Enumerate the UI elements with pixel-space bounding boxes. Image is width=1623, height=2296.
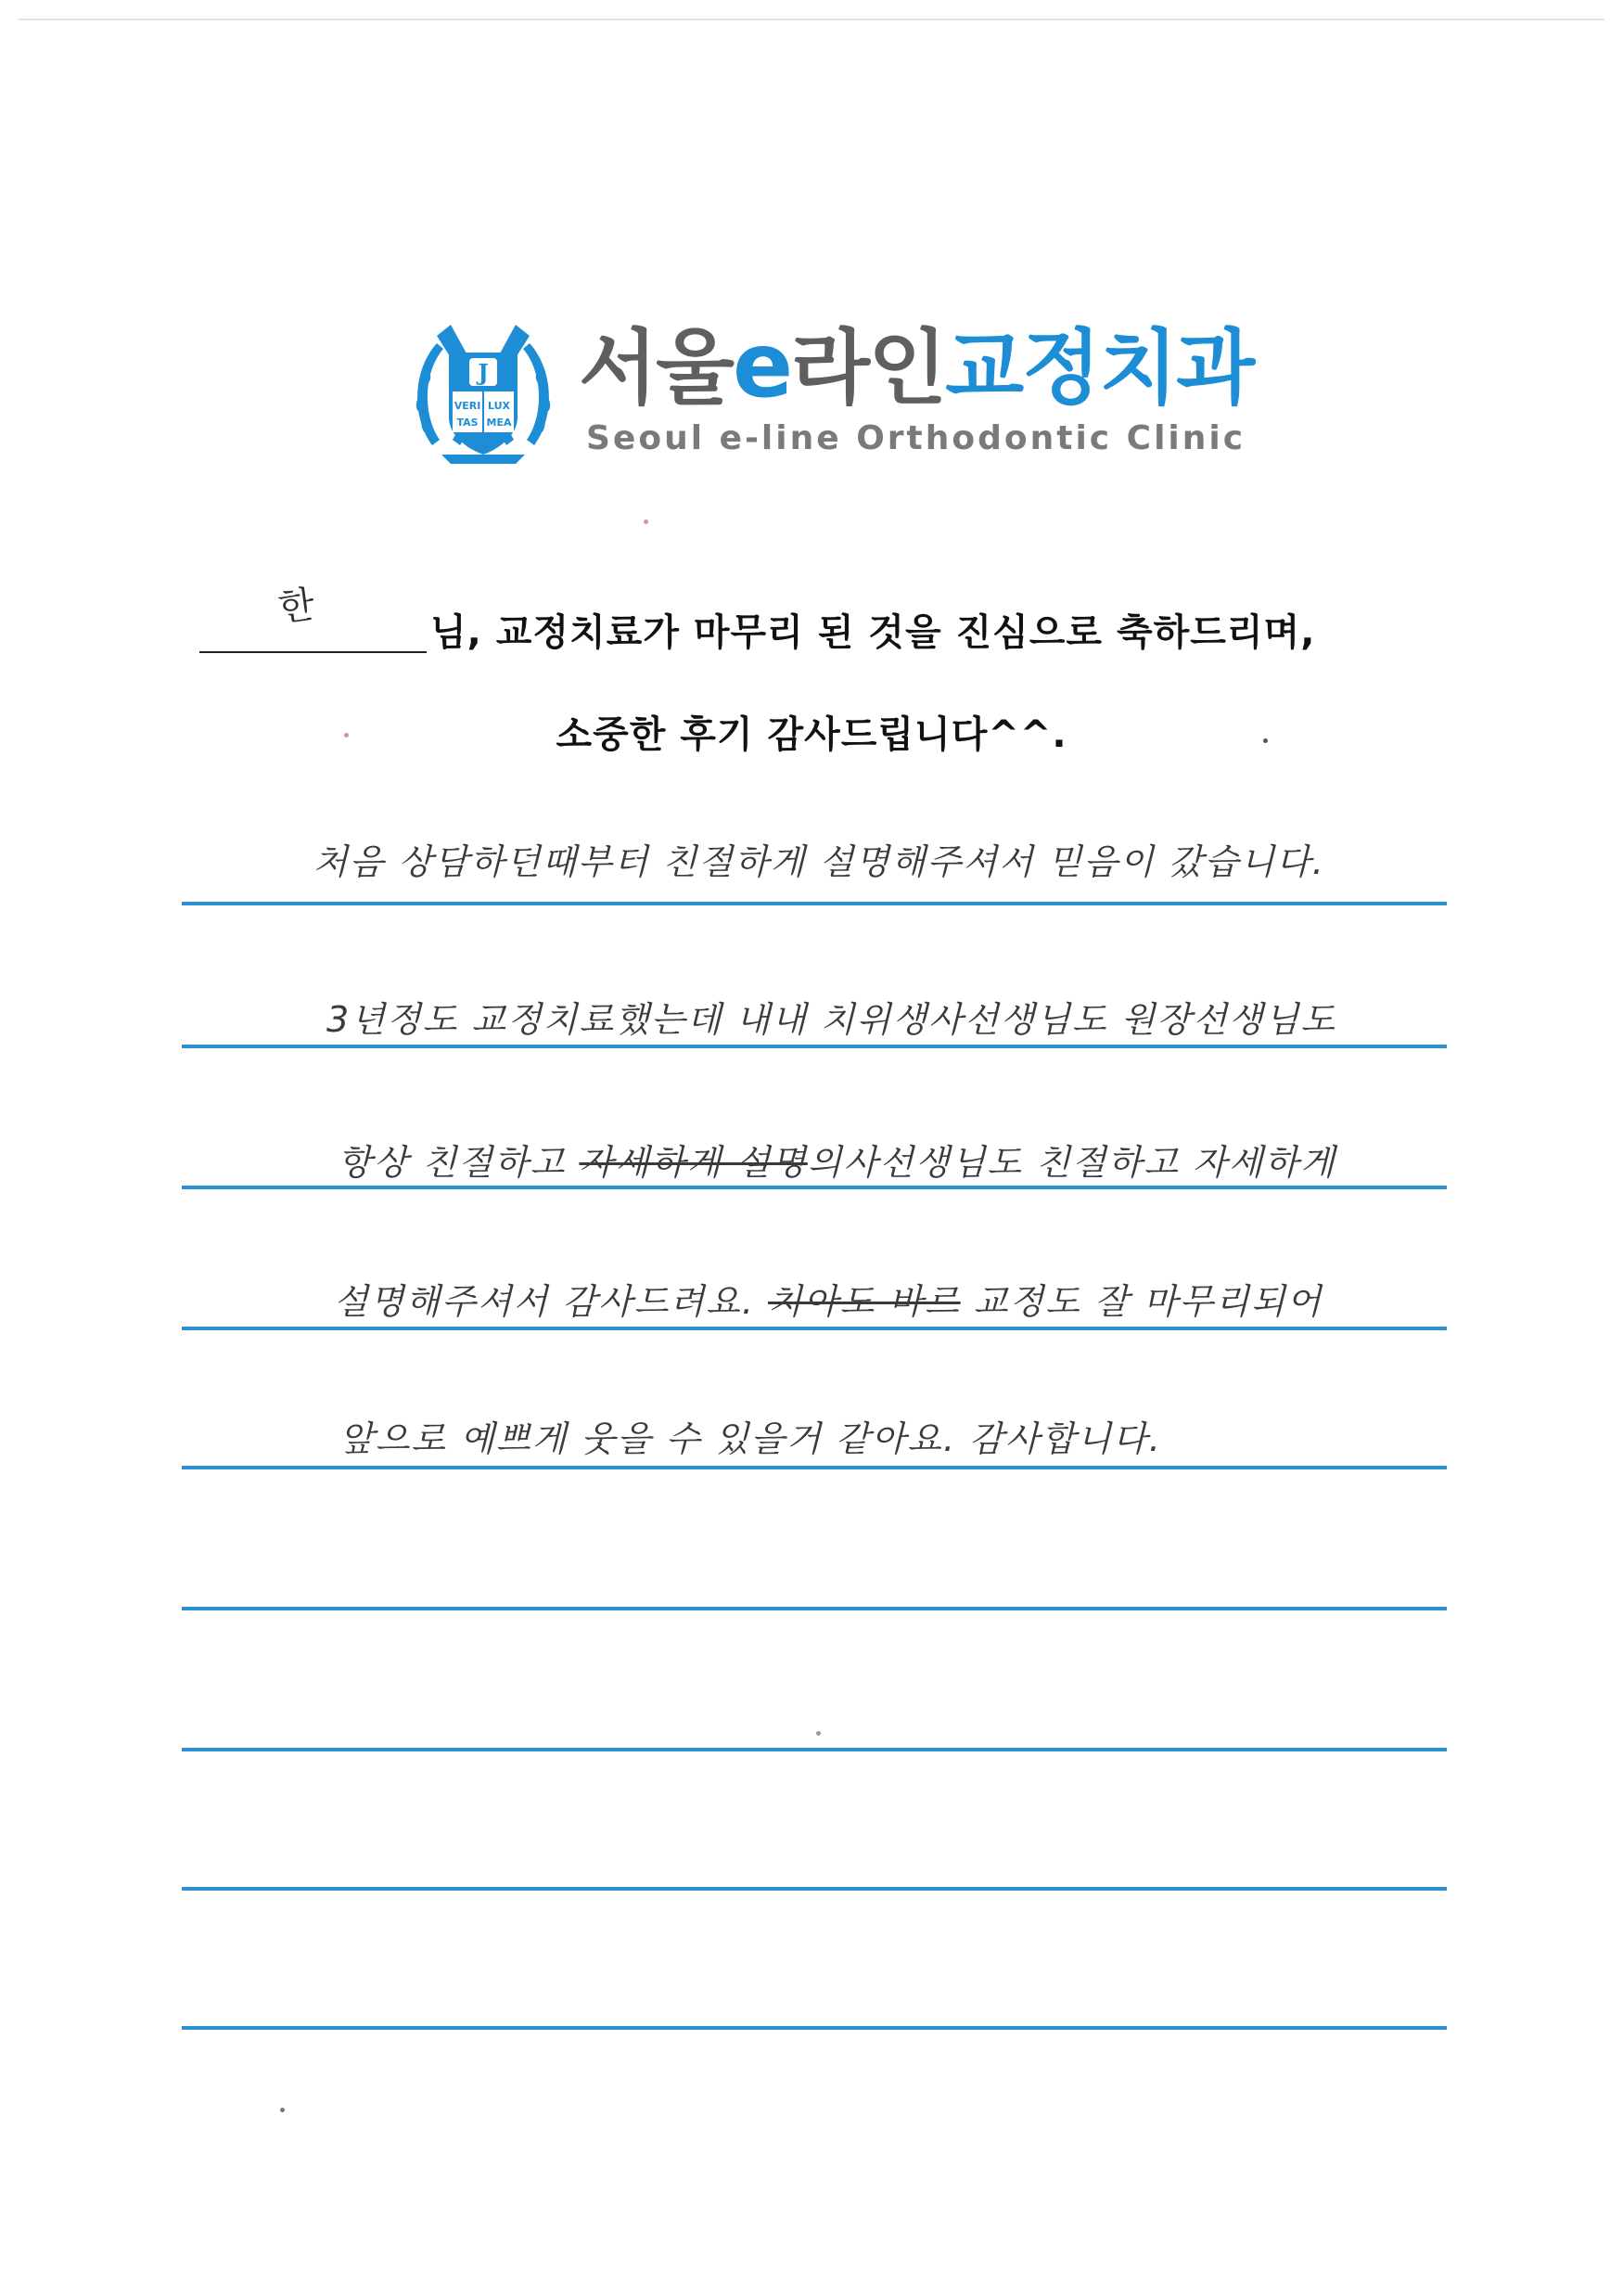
clinic-name-english: Seoul e-line Orthodontic Clinic — [586, 419, 1246, 457]
review-line-1: 처음 상담하던때부터 친절하게 설명해주셔서 믿음이 갔습니다. — [313, 841, 1325, 882]
scan-speck — [1263, 738, 1268, 743]
review-line-3 — [338, 1134, 1336, 1185]
patient-name-blank — [199, 649, 427, 653]
scan-speck — [644, 519, 648, 524]
scan-speck — [816, 1731, 821, 1736]
ruled-line-6 — [182, 1607, 1447, 1610]
review-line-4-before: 설명해주셔서 감사드려요. — [334, 1281, 769, 1322]
clinic-name-korean — [579, 314, 1254, 417]
greeting-line-2: 소중한 후기 감사드립니다^^. — [556, 713, 1067, 756]
clinic-name-part-seoul: 서울 — [579, 320, 734, 416]
ruled-line-9 — [182, 2026, 1447, 2030]
svg-text:TAS: TAS — [456, 417, 479, 429]
review-line-3-struck: 자세하게 설명 — [579, 1142, 808, 1183]
scan-edge-line — [19, 19, 1604, 20]
review-line-5: 앞으로 예쁘게 웃을 수 있을거 같아요. 감사합니다. — [339, 1418, 1162, 1459]
ruled-line-8 — [182, 1887, 1447, 1891]
ruled-line-2 — [182, 1045, 1447, 1048]
scan-speck — [280, 2108, 285, 2112]
clinic-name-part-line: 라인 — [791, 320, 946, 416]
ruled-line-3 — [182, 1186, 1447, 1189]
ruled-line-7 — [182, 1748, 1447, 1751]
ruled-line-5 — [182, 1466, 1447, 1469]
svg-text:LUX: LUX — [487, 400, 511, 412]
patient-name-handwritten: 한 — [275, 583, 318, 631]
svg-text:VERI: VERI — [454, 400, 481, 412]
ruled-line-4 — [182, 1327, 1447, 1330]
scan-speck — [344, 733, 349, 738]
review-line-3-before: 항상 친절하고 — [338, 1142, 580, 1183]
review-line-2: 3년정도 교정치료했는데 내내 치위생사선생님도 원장선생님도 — [326, 999, 1336, 1040]
clinic-name-part-e: e — [733, 314, 792, 417]
clinic-name-part-orthodontics: 교정치과 — [945, 320, 1254, 416]
university-seal-icon — [404, 315, 562, 473]
review-line-4-struck: 치아도 바르 — [768, 1281, 961, 1322]
greeting-line-1: 님, 교정치료가 마무리 된 것을 진심으로 축하드리며, — [430, 611, 1316, 654]
svg-text:J: J — [478, 359, 489, 386]
review-line-3-after: 의사선생님도 친절하고 자세하게 — [807, 1142, 1336, 1183]
clinic-logo — [404, 314, 1254, 482]
review-line-4 — [334, 1273, 1323, 1324]
svg-text:MEA: MEA — [486, 417, 512, 429]
ruled-line-1 — [182, 902, 1447, 905]
review-line-4-after: 교정도 잘 마무리되어 — [960, 1281, 1323, 1322]
